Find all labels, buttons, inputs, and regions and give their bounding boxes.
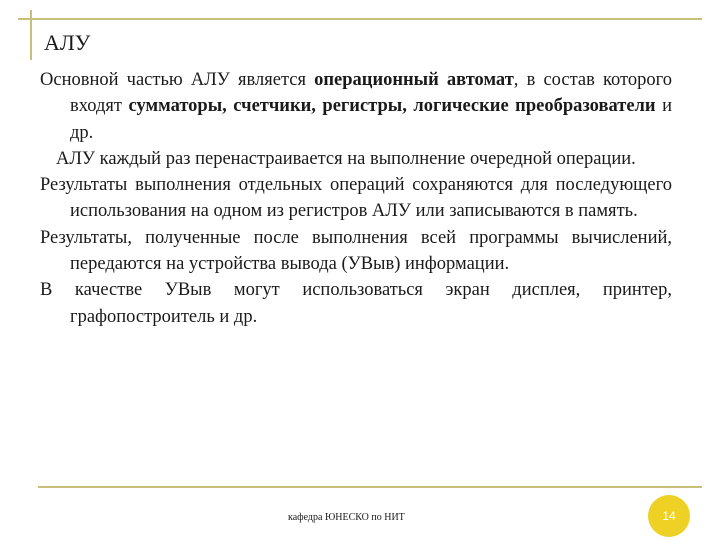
paragraph-4 bbox=[40, 225, 672, 278]
paragraph-2-text: АЛУ каждый раз перенастраивается на выполнение очередной операции. bbox=[56, 148, 636, 169]
paragraph-2 bbox=[40, 146, 672, 172]
paragraph-1-part-1: Основной частью АЛУ является bbox=[40, 70, 315, 90]
paragraph-1-part-5: и др. bbox=[70, 96, 672, 143]
paragraph-3 bbox=[40, 172, 672, 225]
paragraph-1-part-3: , в состав которого входят bbox=[70, 70, 672, 117]
paragraph-5 bbox=[40, 277, 672, 330]
page-number-badge: 14 bbox=[648, 495, 690, 537]
paragraph-1-part-2: операционный автомат bbox=[314, 70, 514, 90]
paragraph-5-text: В качестве УВыв могут использоваться экран дисплея, принтер, графопостроитель и др. bbox=[40, 280, 672, 327]
slide-body bbox=[40, 67, 672, 330]
frame-left-line bbox=[30, 10, 32, 60]
paragraph-4-text: Результаты, полученные после выполнения всей программы вычислений, передаются на устройства вывода (УВыв) информации. bbox=[40, 227, 672, 275]
frame-bottom-line bbox=[38, 486, 702, 488]
slide-title: АЛУ bbox=[44, 30, 91, 55]
frame-top-line bbox=[18, 18, 702, 20]
footer-text: кафедра ЮНЕСКО по НИТ bbox=[288, 512, 405, 523]
paragraph-3-text: Результаты выполнения отдельных операций сохраняются для последующего использования на одном из регистров АЛУ или записываются в память. bbox=[40, 175, 672, 222]
paragraph-1-part-4: сумматоры, счетчики, регистры, логические преобразователи bbox=[128, 96, 656, 117]
paragraph-1 bbox=[40, 67, 672, 146]
